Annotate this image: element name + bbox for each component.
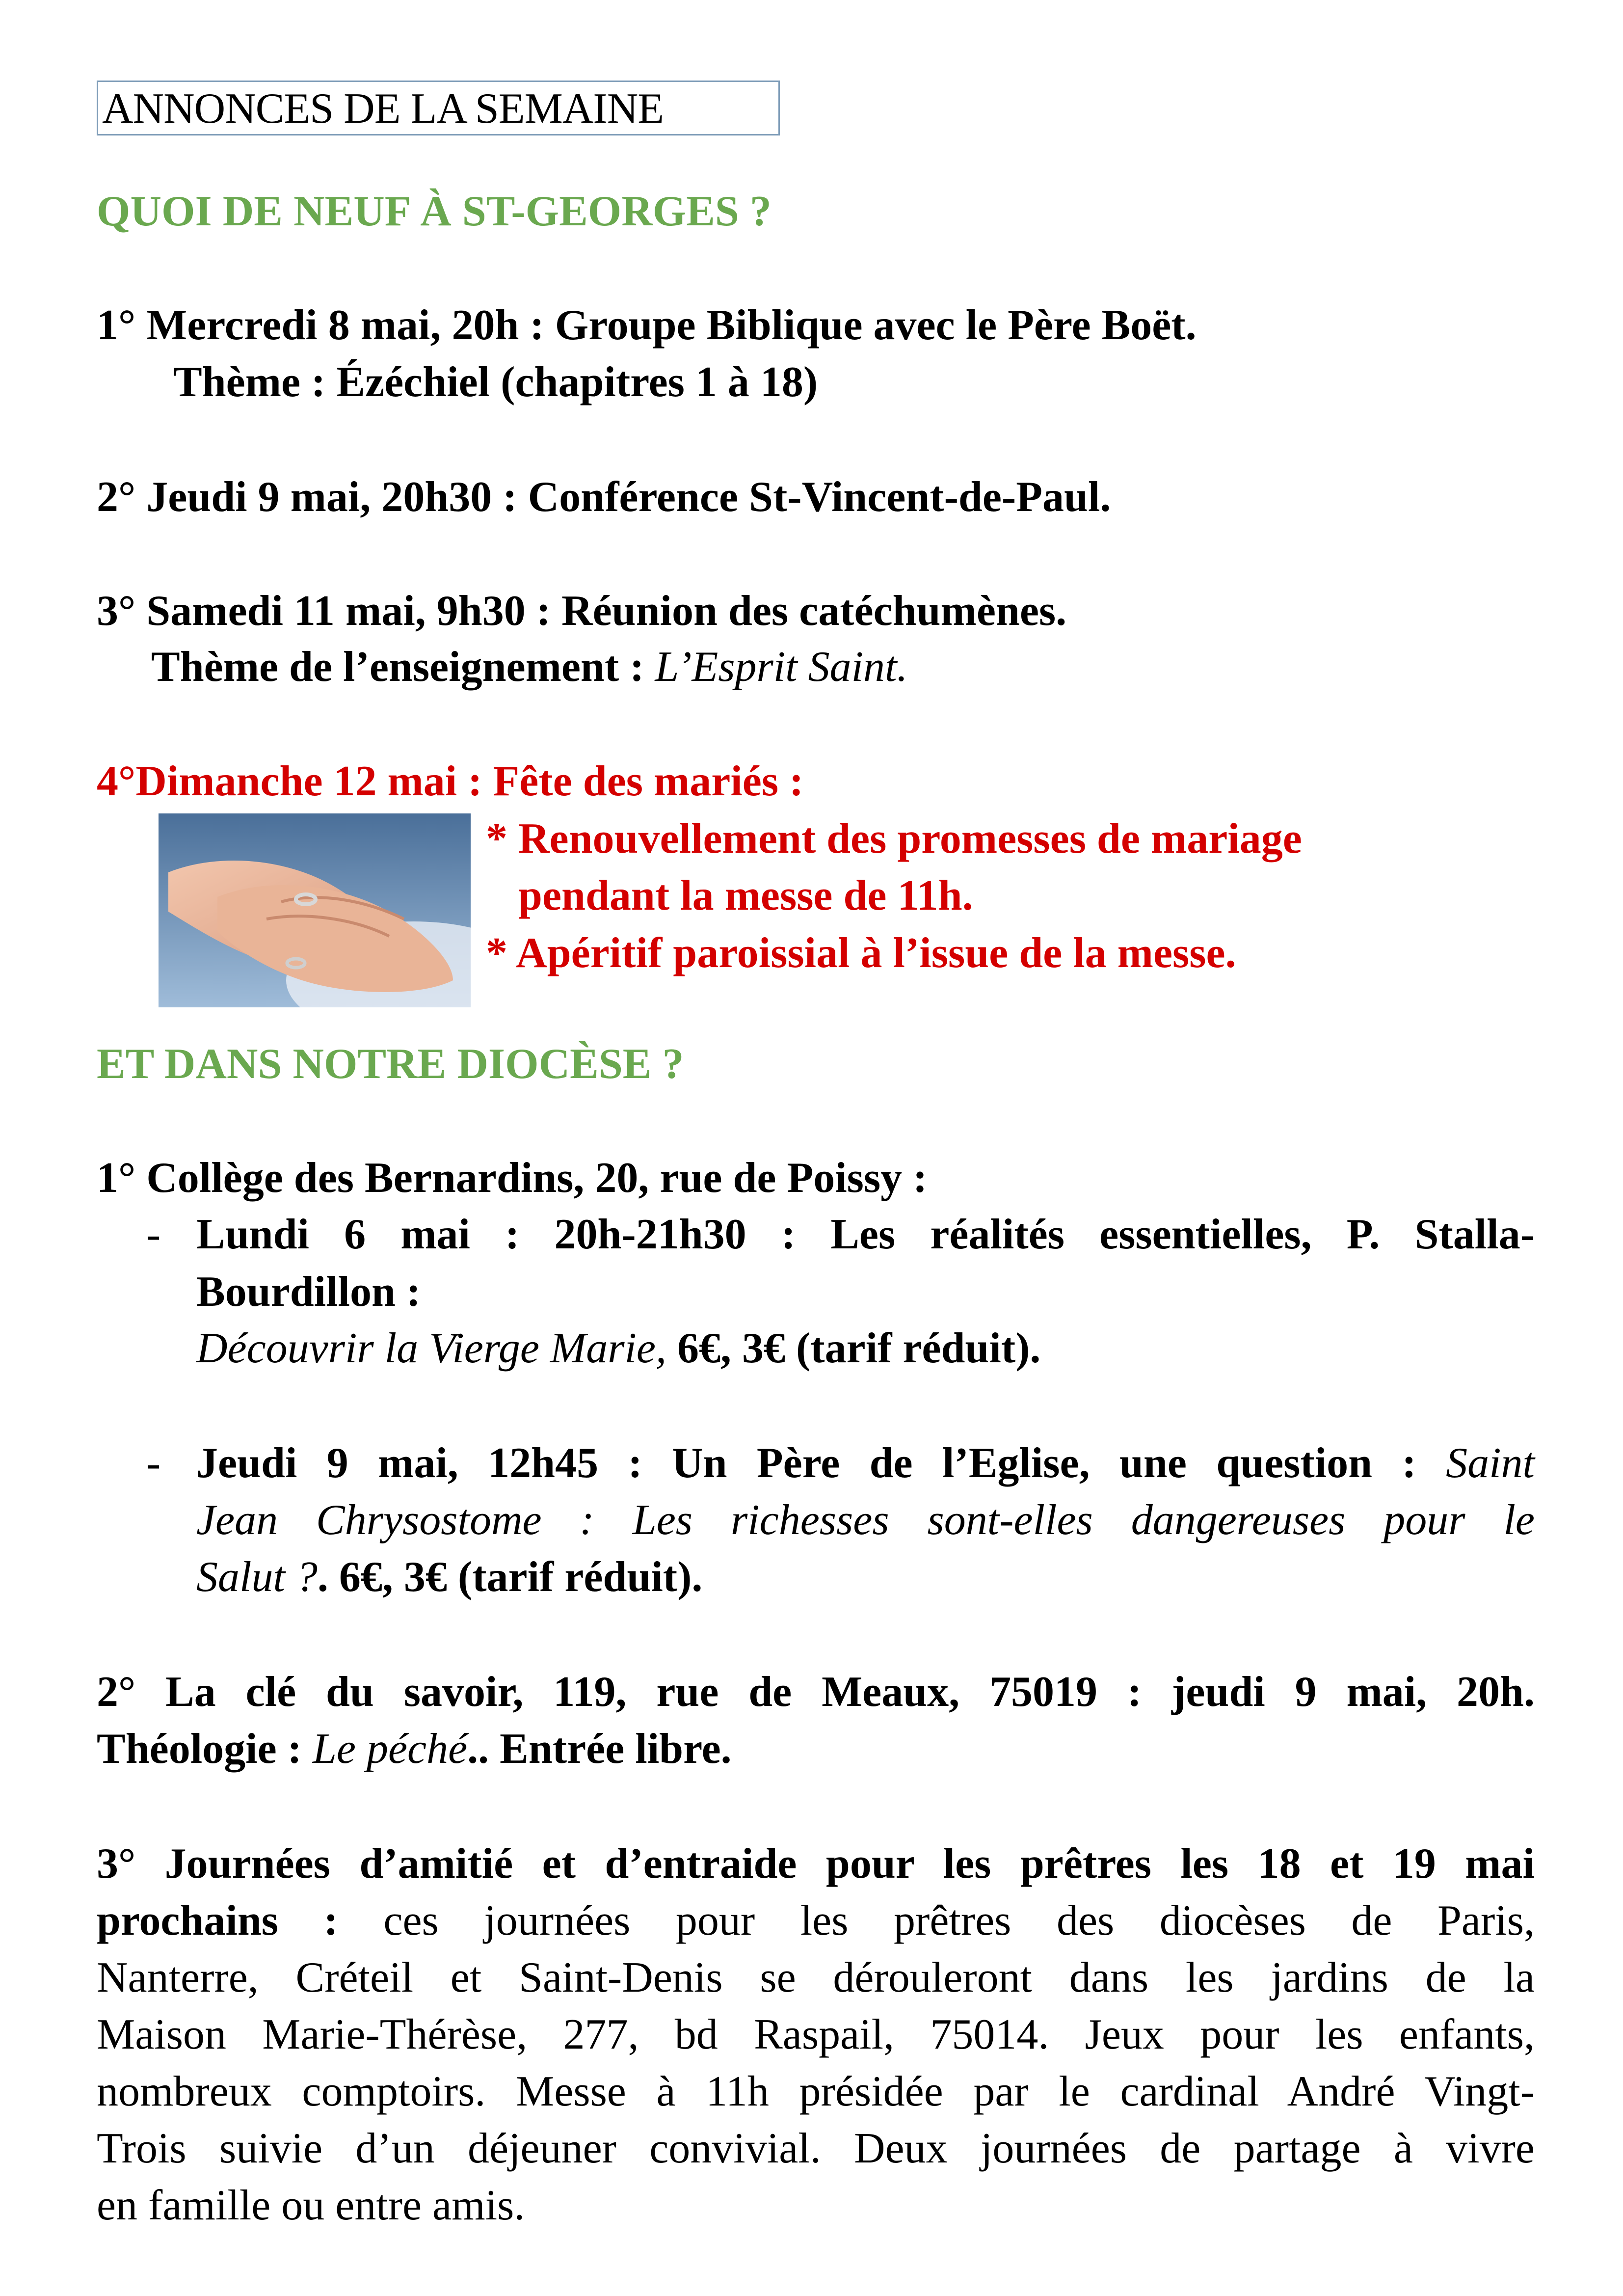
dio-sub1-price: 6€, 3€ (tarif réduit).	[666, 1324, 1041, 1372]
sg-item1-line2: Thème : Ézéchiel (chapitres 1 à 18)	[173, 358, 818, 406]
dio-item3-line4: Maison Marie-Thérèse, 277, bd Raspail, 75014. Jeux pour les enfants,	[97, 2011, 1535, 2058]
dio-item3-line2-text: ces journées pour les prêtres des diocèses de Paris,	[338, 1897, 1535, 1945]
sg-item4-bullet2: * Apéritif paroissial à l’issue de la messe.	[486, 929, 1236, 977]
dio-sub2-price: . 6€, 3€ (tarif réduit).	[317, 1553, 703, 1601]
dio-sub1-topic: Découvrir la Vierge Marie,	[196, 1324, 666, 1372]
dio-sub2-line1	[196, 1434, 1535, 1492]
sg-item3-theme: L’Esprit Saint.	[655, 643, 908, 691]
sg-item1-line1: 1° Mercredi 8 mai, 20h : Groupe Biblique avec le Père Boët.	[97, 301, 1197, 349]
dio-sub1-line3	[196, 1320, 1040, 1377]
sg-item3-line2	[151, 638, 908, 696]
sg-item4-bullet1-line1: * Renouvellement des promesses de mariage	[486, 815, 1302, 863]
dio-sub2-salut: Salut ?	[196, 1553, 318, 1601]
wedding-hands-photo	[159, 813, 471, 1007]
dio-item2-label: Théologie :	[97, 1725, 313, 1773]
dio-item3-line7: en famille ou entre amis.	[97, 2182, 525, 2229]
sg-item3-line1: 3° Samedi 11 mai, 9h30 : Réunion des catéchumènes.	[97, 587, 1067, 635]
page-title: ANNONCES DE LA SEMAINE	[102, 85, 664, 133]
wedding-hands-icon	[159, 813, 471, 1007]
dio-sub1-dash: -	[146, 1211, 161, 1258]
dio-item3-line1: 3° Journées d’amitié et d’entraide pour les prêtres les 18 et 19 mai	[97, 1840, 1535, 1888]
diocese-heading: ET DANS NOTRE DIOCÈSE ?	[97, 1040, 684, 1088]
dio-item3-line2	[97, 1892, 1535, 1949]
dio-sub2-label: Jeudi 9 mai, 12h45 : Un Père de l’Eglise, une question :	[196, 1439, 1446, 1487]
dio-item3-label: prochains :	[97, 1897, 338, 1945]
dio-item2-topic: Le péché	[312, 1725, 468, 1773]
sg-item3-label: Thème de l’enseignement :	[151, 643, 655, 691]
dio-sub1-line1: Lundi 6 mai : 20h-21h30 : Les réalités essentielles, P. Stalla-	[196, 1211, 1535, 1258]
dio-item2-line2	[97, 1720, 732, 1778]
dio-sub2-line2: Jean Chrysostome : Les richesses sont-elles dangereuses pour le	[196, 1496, 1535, 1544]
dio-sub2-line3	[196, 1548, 702, 1606]
sg-item2: 2° Jeudi 9 mai, 20h30 : Conférence St-Vincent-de-Paul.	[97, 473, 1111, 521]
dio-item3-line3: Nanterre, Créteil et Saint-Denis se dérouleront dans les jardins de la	[97, 1954, 1535, 2001]
dio-item3-line6: Trois suivie d’un déjeuner convivial. Deux journées de partage à vivre	[97, 2125, 1535, 2172]
dio-item2-end: .. Entrée libre.	[467, 1725, 732, 1773]
dio-item2-line1: 2° La clé du savoir, 119, rue de Meaux, 75019 : jeudi 9 mai, 20h.	[97, 1668, 1535, 1716]
dio-sub2-dash: -	[146, 1439, 161, 1487]
dio-sub1-line2: Bourdillon :	[196, 1268, 421, 1316]
st-georges-heading: QUOI DE NEUF À ST-GEORGES ?	[97, 188, 772, 235]
dio-item3-line5: nombreux comptoirs. Messe à 11h présidée par le cardinal André Vingt-	[97, 2068, 1535, 2115]
dio-item1-title: 1° Collège des Bernardins, 20, rue de Poissy :	[97, 1154, 928, 1202]
title-box	[97, 81, 780, 135]
sg-item4-bullet1-line2: pendant la messe de 11h.	[518, 872, 973, 919]
sg-item4-title: 4°Dimanche 12 mai : Fête des mariés :	[97, 757, 804, 805]
dio-sub2-saint: Saint	[1446, 1439, 1535, 1487]
